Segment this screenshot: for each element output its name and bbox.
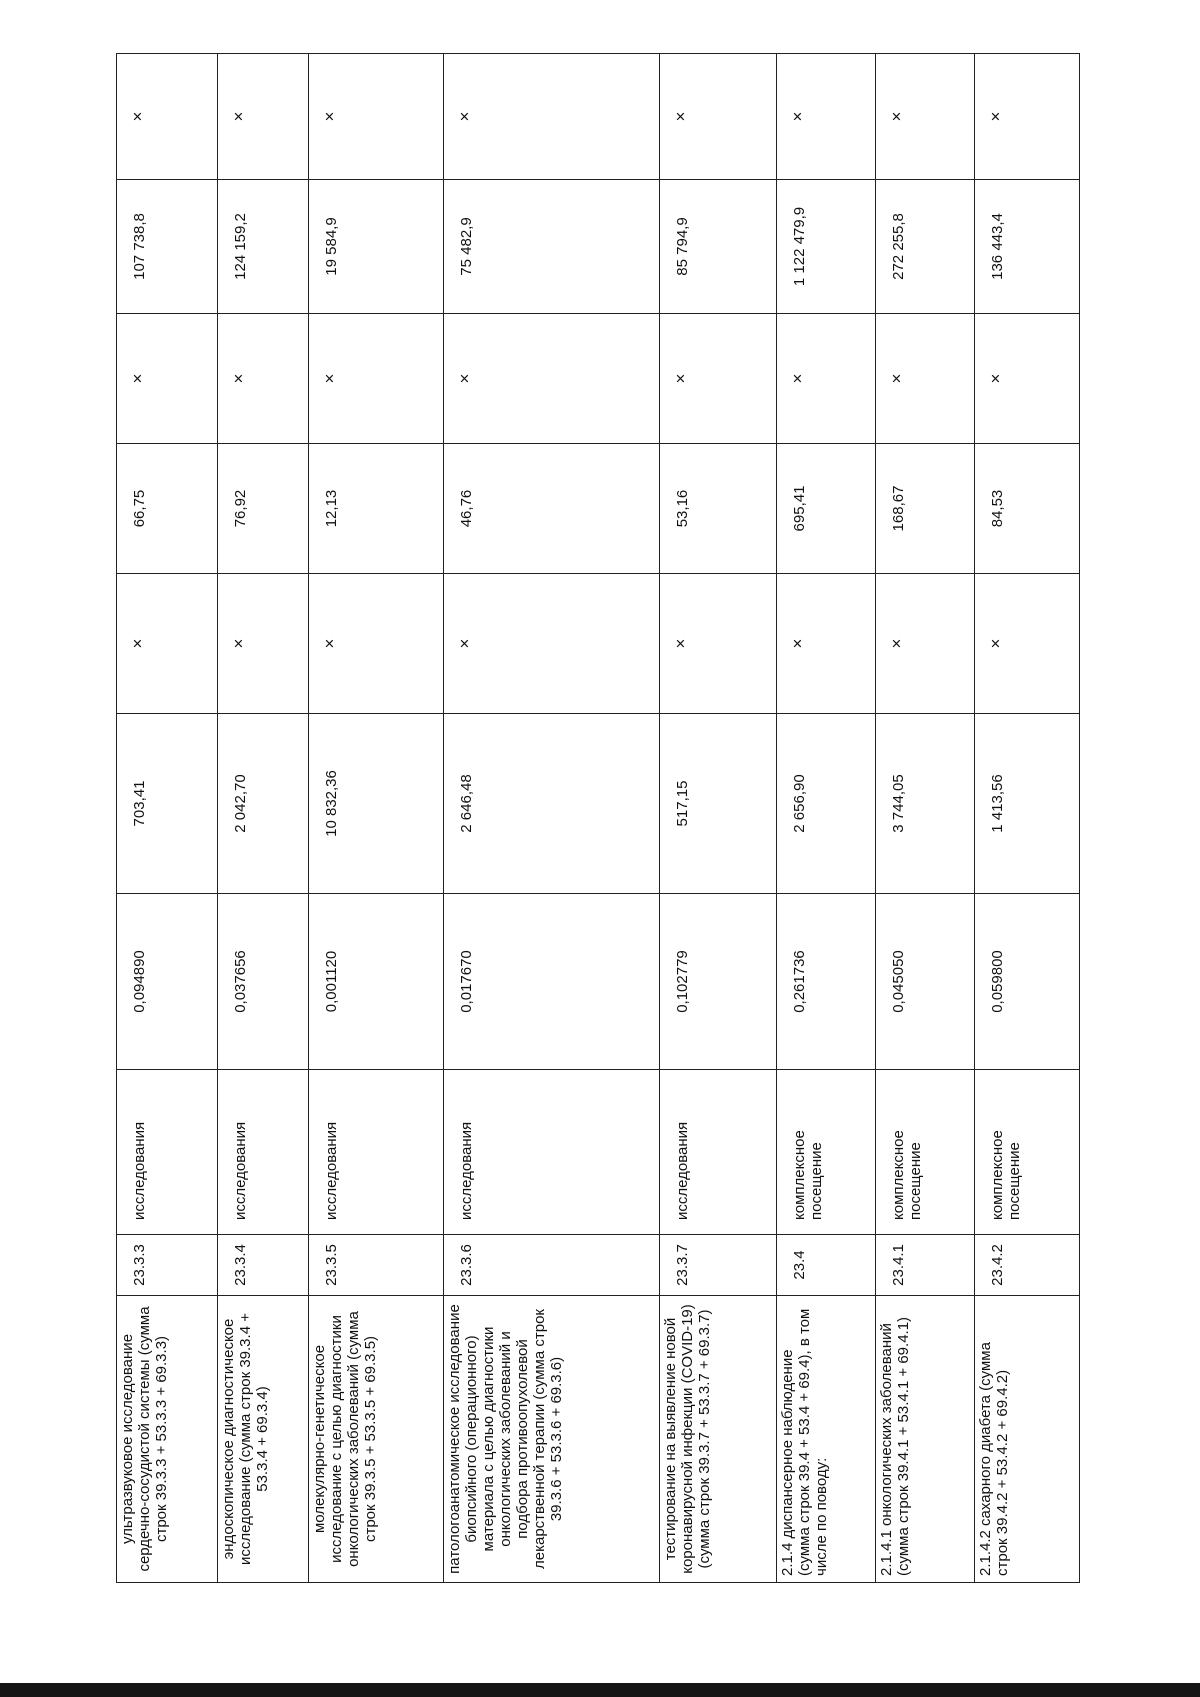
row-name: 2.1.4 диспансерное наблюдение (сумма строк 39.4 + 53.4 + 69.4), в том числе по поводу: bbox=[777, 1296, 876, 1583]
row-cross: × bbox=[975, 314, 1080, 444]
row-total: 85 794,9 bbox=[660, 180, 777, 314]
row-percapita: 66,75 bbox=[117, 444, 218, 574]
row-norm: 0,094890 bbox=[117, 894, 218, 1070]
row-cross: × bbox=[444, 54, 660, 180]
row-code: 23.3.3 bbox=[117, 1235, 218, 1296]
row-name: патологоанатомическое исследование биопсийного (операционного) материала с целью диагностики онкологических заболеваний и подбора противоопухолевой лекарственной терапии (сумма строк 39.3.6 + 53.3.6 + 69.3.6) bbox=[444, 1296, 660, 1583]
row-total: 1 122 479,9 bbox=[777, 180, 876, 314]
table-row bbox=[309, 54, 444, 1583]
row-unit: исследования bbox=[218, 1070, 309, 1235]
row-code: 23.4.1 bbox=[876, 1235, 975, 1296]
row-cross: × bbox=[218, 314, 309, 444]
row-cost: 2 042,70 bbox=[218, 714, 309, 894]
row-cross: × bbox=[660, 314, 777, 444]
row-cross: × bbox=[777, 574, 876, 714]
row-name: тестирование на выявление новой коронавирусной инфекции (COVID-19) (сумма строк 39.3.7 + 53.3.7 + 69.3.7) bbox=[660, 1296, 777, 1583]
row-cross: × bbox=[660, 574, 777, 714]
row-percapita: 12,13 bbox=[309, 444, 444, 574]
row-unit: исследования bbox=[444, 1070, 660, 1235]
row-percapita: 84,53 bbox=[975, 444, 1080, 574]
table-row bbox=[975, 54, 1080, 1583]
row-unit: комплексное посещение bbox=[777, 1070, 876, 1235]
row-cross: × bbox=[876, 574, 975, 714]
row-cross: × bbox=[876, 54, 975, 180]
row-cost: 1 413,56 bbox=[975, 714, 1080, 894]
row-cross: × bbox=[975, 574, 1080, 714]
row-cross: × bbox=[444, 314, 660, 444]
row-cross: × bbox=[117, 574, 218, 714]
row-cross: × bbox=[309, 574, 444, 714]
row-cost: 2 656,90 bbox=[777, 714, 876, 894]
row-cross: × bbox=[876, 314, 975, 444]
row-name: молекулярно-генетическое исследование с целью диагностики онкологических заболеваний (сумма строк 39.3.5 + 53.3.5 + 69.3.5) bbox=[309, 1296, 444, 1583]
row-norm: 0,102779 bbox=[660, 894, 777, 1070]
row-unit: исследования bbox=[117, 1070, 218, 1235]
row-norm: 0,001120 bbox=[309, 894, 444, 1070]
row-cost: 703,41 bbox=[117, 714, 218, 894]
scan-edge-bar bbox=[0, 1683, 1200, 1697]
row-unit: исследования bbox=[309, 1070, 444, 1235]
row-total: 136 443,4 bbox=[975, 180, 1080, 314]
row-name: ультразвуковое исследование сердечно-сосудистой системы (сумма строк 39.3.3 + 53.3.3 + 69.3.3) bbox=[117, 1296, 218, 1583]
row-cross: × bbox=[975, 54, 1080, 180]
row-cross: × bbox=[117, 314, 218, 444]
row-percapita: 53,16 bbox=[660, 444, 777, 574]
row-name: эндоскопическое диагностическое исследование (сумма строк 39.3.4 + 53.3.4 + 69.3.4) bbox=[218, 1296, 309, 1583]
row-unit: комплексное посещение bbox=[876, 1070, 975, 1235]
row-total: 107 738,8 bbox=[117, 180, 218, 314]
row-percapita: 168,67 bbox=[876, 444, 975, 574]
row-code: 23.4 bbox=[777, 1235, 876, 1296]
row-total: 19 584,9 bbox=[309, 180, 444, 314]
row-code: 23.4.2 bbox=[975, 1235, 1080, 1296]
row-name: 2.1.4.1 онкологических заболеваний (сумма строк 39.4.1 + 53.4.1 + 69.4.1) bbox=[876, 1296, 975, 1583]
row-cross: × bbox=[309, 54, 444, 180]
row-cost: 3 744,05 bbox=[876, 714, 975, 894]
row-norm: 0,261736 bbox=[777, 894, 876, 1070]
row-code: 23.3.6 bbox=[444, 1235, 660, 1296]
row-norm: 0,037656 bbox=[218, 894, 309, 1070]
row-cross: × bbox=[309, 314, 444, 444]
row-cross: × bbox=[444, 574, 660, 714]
row-name: 2.1.4.2 сахарного диабета (сумма строк 39.4.2 + 53.4.2 + 69.4.2) bbox=[975, 1296, 1080, 1583]
table-row bbox=[444, 54, 660, 1583]
tariff-table bbox=[116, 53, 1080, 1583]
row-cross: × bbox=[777, 54, 876, 180]
row-cross: × bbox=[117, 54, 218, 180]
row-cost: 517,15 bbox=[660, 714, 777, 894]
row-unit: комплексное посещение bbox=[975, 1070, 1080, 1235]
rotated-table-container bbox=[116, 111, 1079, 1583]
rotated-table bbox=[116, 111, 1079, 1583]
table-row bbox=[660, 54, 777, 1583]
row-percapita: 46,76 bbox=[444, 444, 660, 574]
table-row bbox=[876, 54, 975, 1583]
table-row bbox=[777, 54, 876, 1583]
row-cost: 2 646,48 bbox=[444, 714, 660, 894]
table-row bbox=[117, 54, 218, 1583]
row-total: 272 255,8 bbox=[876, 180, 975, 314]
row-total: 75 482,9 bbox=[444, 180, 660, 314]
row-percapita: 695,41 bbox=[777, 444, 876, 574]
row-code: 23.3.7 bbox=[660, 1235, 777, 1296]
row-norm: 0,017670 bbox=[444, 894, 660, 1070]
row-code: 23.3.4 bbox=[218, 1235, 309, 1296]
row-cross: × bbox=[218, 574, 309, 714]
row-cross: × bbox=[777, 314, 876, 444]
row-cost: 10 832,36 bbox=[309, 714, 444, 894]
row-norm: 0,059800 bbox=[975, 894, 1080, 1070]
row-norm: 0,045050 bbox=[876, 894, 975, 1070]
row-code: 23.3.5 bbox=[309, 1235, 444, 1296]
row-cross: × bbox=[218, 54, 309, 180]
row-total: 124 159,2 bbox=[218, 180, 309, 314]
row-unit: исследования bbox=[660, 1070, 777, 1235]
table-row bbox=[218, 54, 309, 1583]
row-cross: × bbox=[660, 54, 777, 180]
row-percapita: 76,92 bbox=[218, 444, 309, 574]
